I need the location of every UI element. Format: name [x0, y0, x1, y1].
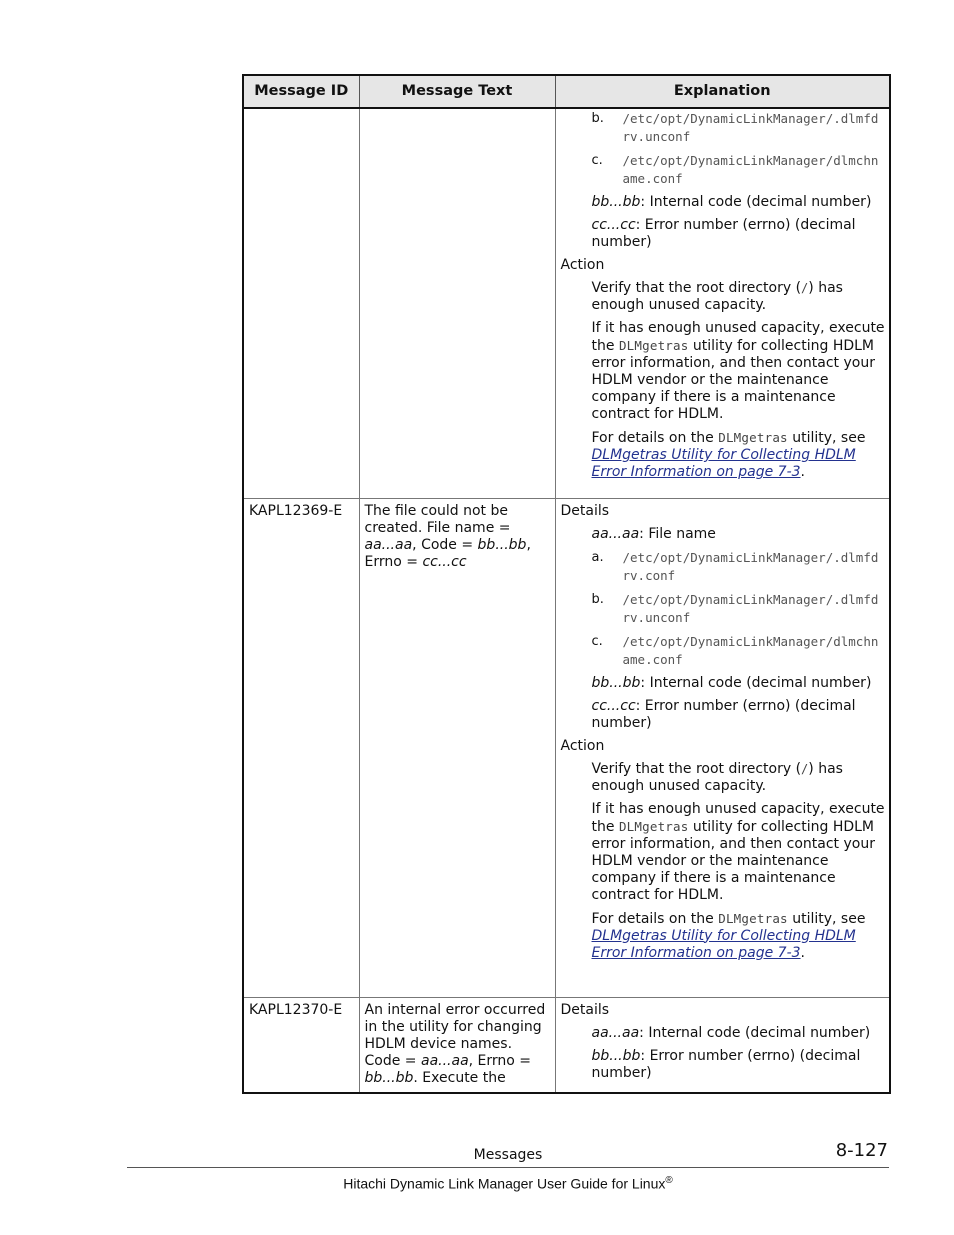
list-item: [592, 110, 886, 146]
file-path: /etc/opt/DynamicLinkManager/.dlmfdrv.unconf: [622, 591, 879, 625]
header-explanation: Explanation: [555, 75, 890, 108]
message-id-cell: KAPL12370-E: [243, 997, 359, 1093]
action-text: If it has enough unused capacity, execute the DLMgetras utility for collecting HDLM error information, and then contact your HDLM vendor or the maintenance company if there is a maintenance contract for HDLM.: [591, 320, 885, 422]
page-number: 8-127: [835, 1140, 888, 1161]
message-table: [242, 74, 891, 1094]
variable-description: aa...aa: Internal code (decimal number): [591, 1024, 871, 1041]
header-message-text: Message Text: [359, 75, 555, 108]
table-header-row: [243, 75, 890, 108]
explanation-cell: [555, 108, 890, 498]
footer-divider: [127, 1167, 889, 1168]
message-id-cell: [243, 108, 359, 498]
list-marker: a.: [591, 549, 604, 565]
message-text-cell: The file could not be created. File name = aa...aa, Code = bb...bb, Errno = cc...cc: [359, 498, 555, 997]
message-text-cell: An internal error occurred in the utility for changing HDLM device names. Code = aa...aa, Errno = bb...bb. Execute the: [359, 997, 555, 1093]
explanation-cell: [555, 997, 890, 1093]
action-text: For details on the DLMgetras utility, see DLMgetras Utility for Collecting HDLM Error Information on page 7-3.: [591, 910, 866, 961]
table-row: [243, 108, 890, 498]
list-item: [592, 591, 886, 627]
table-row: [243, 997, 890, 1093]
utility-reference-link[interactable]: DLMgetras Utility for Collecting HDLM Error Information on page 7-3: [591, 447, 856, 480]
action-text: If it has enough unused capacity, execute the DLMgetras utility for collecting HDLM error information, and then contact your HDLM vendor or the maintenance company if there is a maintenance contract for HDLM.: [591, 800, 885, 903]
file-path: /etc/opt/DynamicLinkManager/dlmchname.conf: [622, 153, 879, 186]
file-path: /etc/opt/DynamicLinkManager/.dlmfdrv.unconf: [622, 111, 879, 144]
details-label: Details: [560, 1001, 610, 1018]
file-path: /etc/opt/DynamicLinkManager/dlmchname.conf: [622, 633, 879, 667]
action-text: Verify that the root directory (/) has enough unused capacity.: [591, 280, 843, 313]
list-marker: b.: [591, 111, 604, 126]
variable-description: aa...aa: File name: [591, 525, 716, 542]
list-item: [592, 549, 886, 585]
list-item: [592, 152, 886, 188]
action-text: For details on the DLMgetras utility, see DLMgetras Utility for Collecting HDLM Error Information on page 7-3.: [591, 430, 866, 480]
action-text: Verify that the root directory (/) has enough unused capacity.: [591, 760, 843, 794]
list-marker: c.: [591, 633, 603, 649]
explanation-cell: [555, 498, 890, 997]
variable-description: cc...cc: Error number (errno) (decimal number): [591, 697, 856, 731]
header-message-id: Message ID: [243, 75, 359, 108]
document-title: Hitachi Dynamic Link Manager User Guide for Linux®: [343, 1175, 673, 1192]
table-row: [243, 498, 890, 997]
variable-description: bb...bb: Internal code (decimal number): [591, 194, 872, 210]
list-marker: c.: [591, 153, 603, 168]
details-label: Details: [560, 502, 610, 519]
variable-description: cc...cc: Error number (errno) (decimal number): [591, 217, 856, 250]
file-path: /etc/opt/DynamicLinkManager/.dlmfdrv.conf: [622, 549, 879, 583]
registered-mark: ®: [665, 1175, 673, 1186]
message-text-cell: [359, 108, 555, 498]
list-marker: b.: [591, 591, 604, 607]
action-label: Action: [560, 257, 605, 273]
footer-section-name: Messages: [473, 1147, 543, 1163]
utility-reference-link[interactable]: DLMgetras Utility for Collecting HDLM Error Information on page 7-3: [591, 927, 856, 961]
variable-description: bb...bb: Error number (errno) (decimal number): [591, 1047, 861, 1081]
action-label: Action: [560, 737, 605, 754]
list-item: [592, 633, 886, 669]
message-id-cell: KAPL12369-E: [243, 498, 359, 997]
variable-description: bb...bb: Internal code (decimal number): [591, 674, 872, 691]
